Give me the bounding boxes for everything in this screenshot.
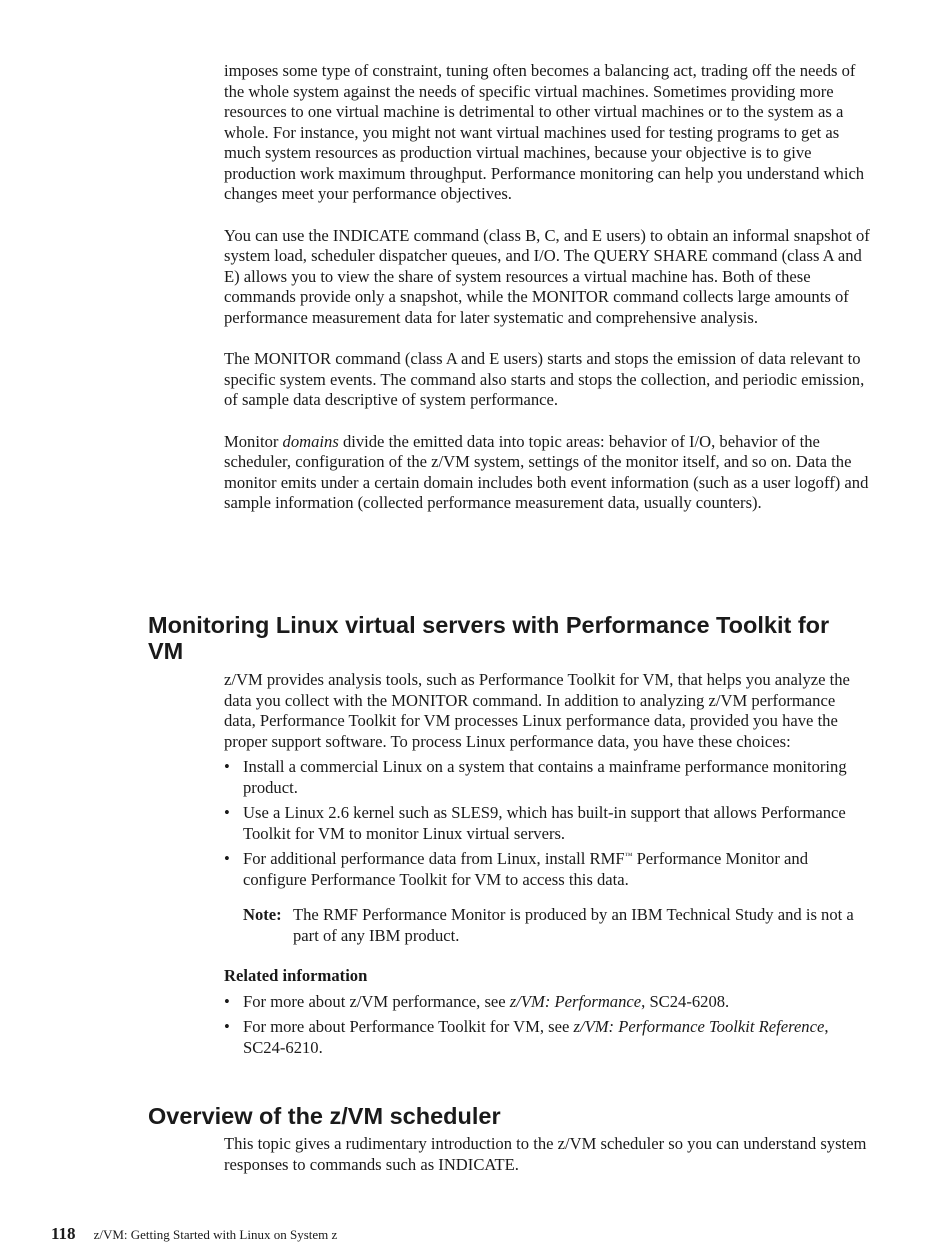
list-item: • Install a commercial Linux on a system that contains a mainframe performance monitoring product.	[224, 757, 847, 797]
page-footer	[51, 1224, 337, 1245]
trademark: ™	[624, 851, 633, 860]
choices-list	[224, 757, 870, 890]
related-information-title: Related information	[224, 966, 368, 985]
bullet-icon: •	[224, 803, 230, 822]
book-title: z/VM: Performance Toolkit Reference	[573, 1017, 825, 1036]
list-item: • For more about Performance Toolkit for VM, see z/VM: Performance Toolkit Reference, SC24-6210.	[224, 1017, 829, 1057]
list-item: • For additional performance data from Linux, install RMF™ Performance Monitor and configure Performance Toolkit for VM to access this data.	[224, 849, 808, 889]
bullet-icon: •	[224, 757, 230, 776]
paragraph: imposes some type of constraint, tuning often becomes a balancing act, trading off the needs of the whole system against the needs of specific virtual machines. Sometimes providing more resources to one virtual machine is detrimental to other virtual machines or to the system as a whole. For instance, you might not want virtual machines used for testing programs to get as much system resources as production virtual machines, because your objective is to give production work maximum throughput. Performance monitoring can help you understand which changes meet your performance objectives.	[224, 61, 865, 203]
page-number: 118	[51, 1224, 76, 1243]
paragraph: The MONITOR command (class A and E users) starts and stops the emission of data relevant to specific system events. The command also starts and stops the collection, and periodic emission, of sample data descriptive of system performance.	[224, 349, 865, 409]
section-intro: This topic gives a rudimentary introduction to the z/VM scheduler so you can understand system responses to commands such as INDICATE.	[224, 1134, 867, 1174]
intro-paragraphs	[224, 61, 870, 514]
bullet-icon: •	[224, 1017, 230, 1036]
section-intro: z/VM provides analysis tools, such as Performance Toolkit for VM, that helps you analyze the data you collect with the MONITOR command. In addition to analyzing z/VM performance data, Performance Toolkit for VM processes Linux performance data, provided you have the proper support software. To process Linux performance data, you have these choices:	[224, 670, 850, 751]
section-heading-monitoring-linux: Monitoring Linux virtual servers with Performance Toolkit for VM	[148, 612, 830, 664]
paragraph-monitor-domains: Monitor domains divide the emitted data into topic areas: behavior of I/O, behavior of the scheduler, configuration of the z/VM system, settings of the monitor itself, and so on. Data the monitor emits under a certain domain includes both event information (such as a user logoff) and sample information (collected performance measurement data, usually counters).	[224, 431, 869, 512]
emphasis: domains	[282, 431, 339, 451]
list-item: • For more about z/VM performance, see z/VM: Performance, SC24-6208.	[224, 991, 730, 1011]
book-title: z/VM: Performance	[509, 991, 642, 1011]
note-label: Note:	[243, 905, 282, 924]
section-scheduler-body	[224, 1134, 870, 1175]
section-monitoring-body	[224, 670, 870, 1063]
section-heading-scheduler: Overview of the z/VM scheduler	[148, 1103, 501, 1129]
list-item: • Use a Linux 2.6 kernel such as SLES9, which has built-in support that allows Performance Toolkit for VM to monitor Linux virtual servers.	[224, 803, 846, 843]
book-title: z/VM: Getting Started with Linux on System z	[93, 1227, 338, 1242]
paragraph: You can use the INDICATE command (class B, C, and E users) to obtain an informal snapshot of system load, scheduler dispatcher queues, and I/O. The QUERY SHARE command (class A and E) allows you to view the share of system resources a virtual machine has. Both of these commands provide only a snapshot, while the MONITOR command collects large amounts of performance measurement data for later systematic and comprehensive analysis.	[224, 225, 870, 327]
note-text: The RMF Performance Monitor is produced by an IBM Technical Study and is not a part of any IBM product.	[293, 905, 854, 945]
note	[243, 905, 870, 946]
bullet-icon: •	[224, 991, 230, 1011]
related-list	[224, 992, 870, 1059]
bullet-icon: •	[224, 849, 230, 868]
